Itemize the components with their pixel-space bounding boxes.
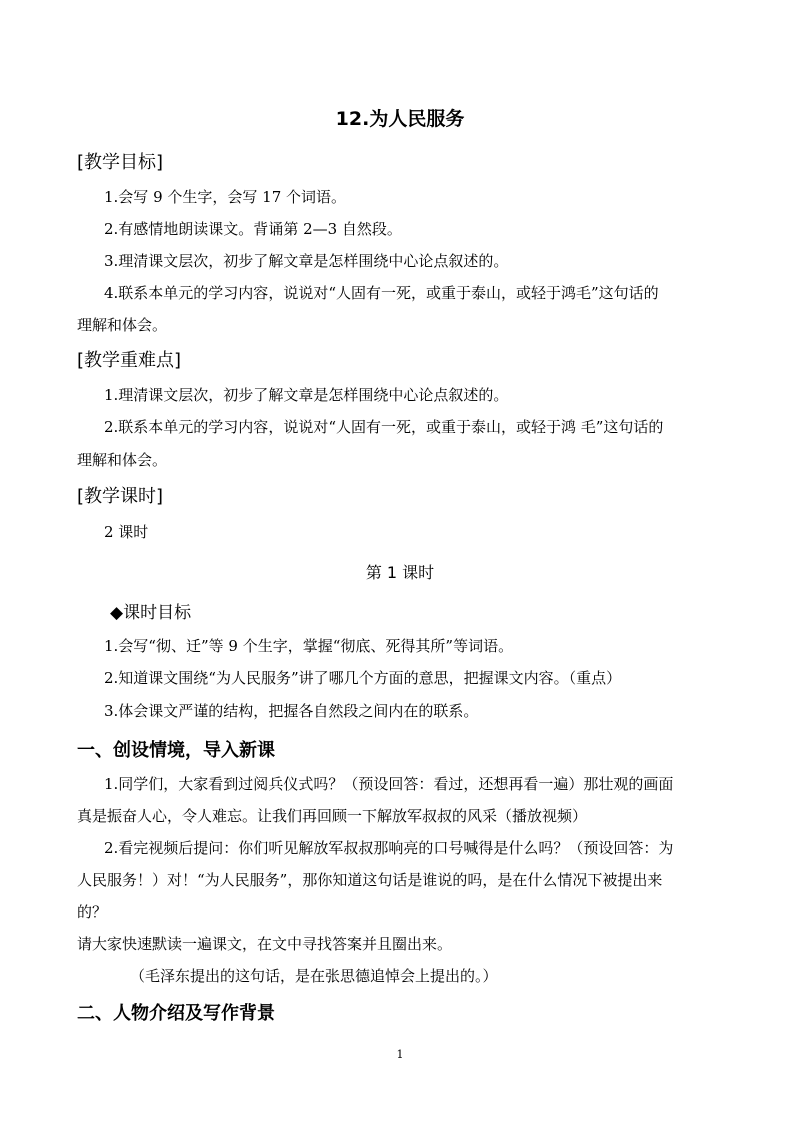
goal-line: 3.理清课文层次，初步了解文章是怎样围绕中心论点叙述的。: [104, 252, 509, 270]
goal-line: 2.有感情地朗读课文。背诵第 2—3 自然段。: [104, 220, 402, 238]
goal-line: 理解和体会。: [77, 316, 168, 334]
lesson-goal-line: 2.知道课文围绕“为人民服务”讲了哪几个方面的意思，把握课文内容。（重点）: [104, 669, 622, 687]
part1-line: 真是振奋人心，令人难忘。让我们再回顾一下解放军叔叔的风采（播放视频）: [77, 807, 588, 825]
part1-heading: 一、创设情境，导入新课: [77, 740, 275, 761]
key-point-line: 2.联系本单元的学习内容，说说对“人固有一死，或重于泰山，或轻于鸿 毛”这句话的: [104, 418, 664, 436]
page-number: 1: [396, 1048, 404, 1061]
goal-line: 1.会写 9 个生字，会写 17 个词语。: [104, 188, 347, 206]
part1-line: （毛泽东提出的这句话，是在张思德追悼会上提出的。）: [130, 967, 498, 985]
page-title: 12.为人民服务: [335, 108, 465, 130]
goal-line: 4.联系本单元的学习内容，说说对“人固有一死，或重于泰山，或轻于鸿毛”这句话的: [104, 284, 659, 302]
part2-heading: 二、人物介绍及写作背景: [77, 1003, 275, 1024]
part1-line: 请大家快速默读一遍课文，在文中寻找答案并且圈出来。: [77, 935, 453, 953]
lesson-goal-line: 1.会写“彻、迁”等 9 个生字，掌握“彻底、死得其所”等词语。: [104, 637, 514, 655]
part1-line: 2.看完视频后提问：你们听见解放军叔叔那响亮的口号喊得是什么吗？（预设回答：为: [104, 839, 674, 857]
part1-line: 的？: [77, 903, 108, 921]
key-point-line: 1.理清课文层次，初步了解文章是怎样围绕中心论点叙述的。: [104, 386, 509, 404]
part1-line: 人民服务！）对！“为人民服务”，那你知道这句话是谁说的吗，是在什么情况下被提出来: [77, 871, 663, 889]
goals-heading: [教学目标]: [77, 152, 164, 173]
key-points-heading: [教学重难点]: [77, 350, 182, 371]
lesson-goals-heading: ◆课时目标: [110, 603, 192, 623]
lesson-goal-line: 3.体会课文严谨的结构，把握各自然段之间内在的联系。: [104, 702, 479, 720]
lesson-heading: 第 1 课时: [365, 563, 435, 582]
part1-line: 1.同学们，大家看到过阅兵仪式吗？（预设回答：看过，还想再看一遍）那壮观的画面: [104, 775, 674, 793]
hours-heading: [教学课时]: [77, 486, 164, 507]
key-point-line: 理解和体会。: [77, 451, 168, 469]
hours-value: 2 课时: [104, 523, 149, 541]
